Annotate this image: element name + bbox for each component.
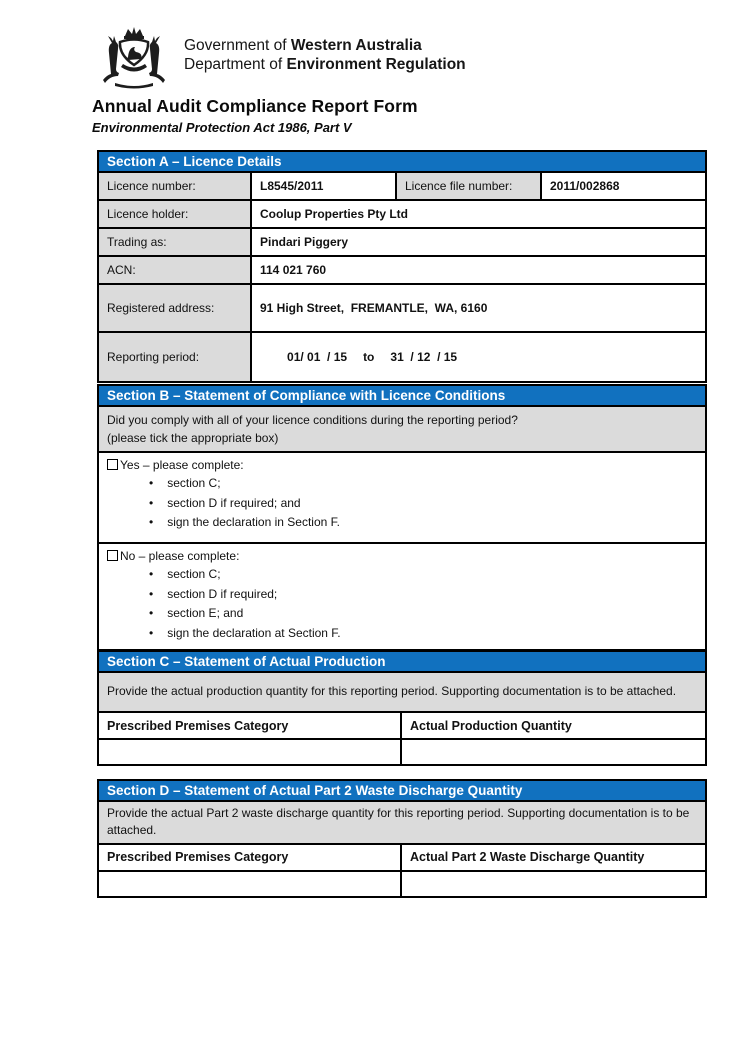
compliance-question xyxy=(98,406,706,452)
table-row xyxy=(98,332,706,382)
table-row xyxy=(98,871,706,897)
trading-as-value: Pindari Piggery xyxy=(251,228,706,256)
no-option-line xyxy=(107,549,697,563)
reporting-period-end: 31 / 12 / 15 xyxy=(390,350,458,364)
list-item: • section C; xyxy=(107,476,697,492)
table-row xyxy=(98,780,706,801)
reporting-period-value xyxy=(251,332,706,382)
section-d-heading: Section D – Statement of Actual Part 2 Waste Discharge Quantity xyxy=(98,780,706,801)
table-row xyxy=(98,406,706,452)
no-option-cell xyxy=(98,543,706,650)
title-block xyxy=(92,96,418,135)
table-row xyxy=(98,672,706,712)
table-row xyxy=(98,172,706,200)
section-a-heading: Section A – Licence Details xyxy=(98,151,706,172)
reporting-period-label: Reporting period: xyxy=(98,332,251,382)
section-d-table xyxy=(97,779,707,898)
compliance-question-line2: (please tick the appropriate box) xyxy=(107,431,279,445)
table-row xyxy=(98,651,706,672)
section-a-table xyxy=(97,150,707,383)
list-item: • section C; xyxy=(107,567,697,583)
waste-discharge-quantity-input-cell[interactable] xyxy=(401,871,706,897)
page-title: Annual Audit Compliance Report Form xyxy=(92,96,418,116)
registered-address-label: Registered address: xyxy=(98,284,251,332)
table-row xyxy=(98,385,706,406)
reporting-period-to-word: to xyxy=(363,350,375,364)
category-input-cell[interactable] xyxy=(98,871,401,897)
yes-option-label: Yes – please complete: xyxy=(120,458,244,472)
list-item: • section D if required; and xyxy=(107,496,697,512)
page-subtitle: Environmental Protection Act 1986, Part V xyxy=(92,120,352,135)
table-row xyxy=(98,228,706,256)
list-item: • sign the declaration in Section F. xyxy=(107,515,697,531)
table-row xyxy=(98,452,706,543)
no-option-label: No – please complete: xyxy=(120,549,240,563)
column-header-actual-part2-waste-discharge-quantity: Actual Part 2 Waste Discharge Quantity xyxy=(401,844,706,871)
masthead xyxy=(98,26,466,90)
table-row xyxy=(98,712,706,739)
yes-option-line xyxy=(107,458,697,472)
list-item: • section D if required; xyxy=(107,587,697,603)
licence-holder-value: Coolup Properties Pty Ltd xyxy=(251,200,706,228)
column-header-prescribed-premises-category: Prescribed Premises Category xyxy=(98,844,401,871)
section-c-instruction: Provide the actual production quantity for this reporting period. Supporting documentation is to be attached. xyxy=(98,672,706,712)
licence-holder-label: Licence holder: xyxy=(98,200,251,228)
acn-value: 114 021 760 xyxy=(251,256,706,284)
licence-file-number-value: 2011/002868 xyxy=(541,172,706,200)
government-line2: Department of Environment Regulation xyxy=(184,56,466,73)
licence-number-label: Licence number: xyxy=(98,172,251,200)
yes-option-cell xyxy=(98,452,706,543)
table-row xyxy=(98,739,706,765)
table-row xyxy=(98,543,706,650)
government-header xyxy=(184,26,466,74)
table-row xyxy=(98,801,706,844)
table-row xyxy=(98,844,706,871)
list-item: • sign the declaration at Section F. xyxy=(107,626,697,642)
list-item: • section E; and xyxy=(107,606,697,622)
trading-as-label: Trading as: xyxy=(98,228,251,256)
section-b-table xyxy=(97,384,707,651)
table-row xyxy=(98,284,706,332)
licence-file-number-label: Licence file number: xyxy=(396,172,541,200)
section-c-table xyxy=(97,650,707,766)
licence-number-value: L8545/2011 xyxy=(251,172,396,200)
table-row xyxy=(98,151,706,172)
column-header-actual-production-quantity: Actual Production Quantity xyxy=(401,712,706,739)
government-line1: Government of Western Australia xyxy=(184,37,422,54)
section-c-heading: Section C – Statement of Actual Production xyxy=(98,651,706,672)
acn-label: ACN: xyxy=(98,256,251,284)
wa-coat-of-arms-logo xyxy=(98,26,170,90)
reporting-period-start: 01/ 01 / 15 xyxy=(287,350,348,364)
registered-address-value: 91 High Street, FREMANTLE, WA, 6160 xyxy=(251,284,706,332)
category-input-cell[interactable] xyxy=(98,739,401,765)
compliance-question-line1: Did you comply with all of your licence conditions during the reporting period? xyxy=(107,413,518,427)
table-row xyxy=(98,256,706,284)
no-checkbox[interactable] xyxy=(107,550,118,561)
production-quantity-input-cell[interactable] xyxy=(401,739,706,765)
section-b-heading: Section B – Statement of Compliance with Licence Conditions xyxy=(98,385,706,406)
yes-checkbox[interactable] xyxy=(107,459,118,470)
section-d-instruction: Provide the actual Part 2 waste discharge quantity for this reporting period. Supporting documentation is to be attached. xyxy=(98,801,706,844)
table-row xyxy=(98,200,706,228)
column-header-prescribed-premises-category: Prescribed Premises Category xyxy=(98,712,401,739)
